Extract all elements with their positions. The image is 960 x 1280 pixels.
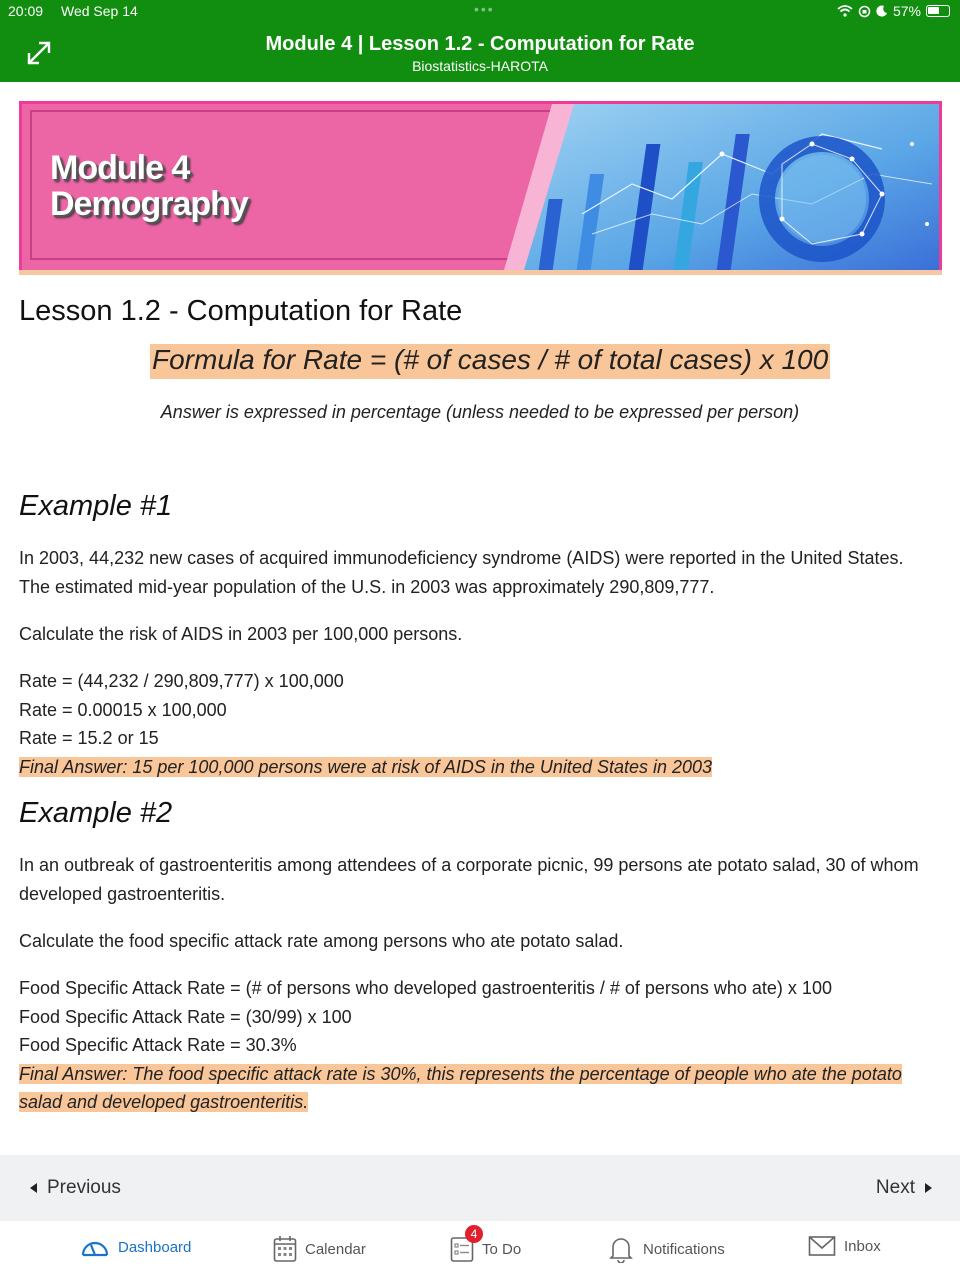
course-subtitle: Biostatistics-HAROTA (412, 58, 548, 74)
page-title: Module 4 | Lesson 1.2 - Computation for Rate (265, 33, 695, 55)
tab-inbox[interactable] (808, 1235, 881, 1257)
battery-percent: 57% (892, 3, 921, 19)
example-2-calc-line: Food Specific Attack Rate = (30/99) x 100 (19, 1006, 352, 1027)
example-2-final-answer: Final Answer: The food specific attack rate is 30%, this represents the percentage of people who ate the potato salad and developed gastroenteritis. (19, 1063, 902, 1112)
example-2-calc-line: Food Specific Attack Rate = (# of persons who developed gastroenteritis / # of persons who ate) x 100 (19, 978, 832, 998)
page-navigation-bar (0, 1155, 960, 1221)
example-1-question: Calculate the risk of AIDS in 2003 per 100,000 persons. (19, 624, 463, 644)
example-2-heading: Example #2 (19, 797, 173, 829)
battery-icon (926, 5, 950, 17)
status-bar (8, 3, 950, 21)
bell-icon (607, 1235, 635, 1263)
example-2-calc-line: Food Specific Attack Rate = 30.3% (19, 1035, 297, 1055)
tab-inbox-label: Inbox (844, 1237, 881, 1255)
example-2-calculation (19, 974, 939, 1117)
status-date: Wed Sep 14 (61, 3, 138, 19)
example-1-final-answer: Final Answer: 15 per 100,000 persons were at risk of AIDS in the United States in 2003 (19, 756, 713, 777)
banner-chart-illustration (482, 104, 942, 270)
previous-button[interactable] (30, 1177, 121, 1199)
next-label: Next (875, 1177, 915, 1198)
caret-right-icon (925, 1183, 932, 1193)
moon-icon (876, 5, 888, 17)
banner-underline (19, 270, 942, 275)
example-1-calc-line: Rate = 15.2 or 15 (19, 728, 159, 748)
banner-title-line1: Module 4 (50, 149, 190, 187)
previous-label: Previous (47, 1177, 121, 1198)
tab-todo-label: To Do (482, 1240, 522, 1258)
lesson-title: Lesson 1.2 - Computation for Rate (19, 295, 463, 327)
next-button[interactable] (876, 1177, 932, 1199)
tab-dashboard[interactable] (80, 1235, 191, 1259)
wifi-icon (837, 5, 853, 17)
lock-rotation-icon (858, 5, 871, 18)
example-1-calc-line: Rate = (44,232 / 290,809,777) x 100,000 (19, 671, 344, 691)
app-header (0, 0, 960, 82)
banner-title-line2: Demography (50, 185, 248, 223)
example-2-problem: In an outbreak of gastroenteritis among attendees of a corporate picnic, 99 persons ate potato salad, 30 of whom developed gastroenteritis. (19, 855, 919, 904)
bottom-tab-bar (0, 1221, 960, 1280)
todo-count-badge: 4 (465, 1225, 483, 1243)
module-banner (19, 101, 942, 273)
multitask-dots-icon[interactable]: ••• (474, 1, 495, 17)
example-1-calc-line: Rate = 0.00015 x 100,000 (19, 699, 227, 720)
banner-title (50, 150, 248, 222)
todo-icon-wrap (450, 1227, 478, 1263)
tab-notifications[interactable] (607, 1235, 725, 1263)
example-1-calculation (19, 667, 939, 781)
tab-todo[interactable] (450, 1227, 522, 1263)
example-2-question: Calculate the food specific attack rate among persons who ate potato salad. (19, 931, 624, 951)
rate-formula: Formula for Rate = (# of cases / # of total cases) x 100 (150, 344, 830, 379)
tab-dashboard-label: Dashboard (118, 1238, 192, 1256)
tab-notifications-label: Notifications (643, 1240, 725, 1258)
caret-left-icon (30, 1183, 37, 1193)
tab-calendar[interactable] (273, 1235, 366, 1263)
example-1-problem: In 2003, 44,232 new cases of acquired immunodeficiency syndrome (AIDS) were reported in the United States. The estimated mid-year population of the U.S. in 2003 was approximately 290,809,777. (19, 548, 904, 597)
example-1-heading: Example #1 (19, 490, 173, 522)
envelope-icon (808, 1235, 836, 1257)
formula-note: Answer is expressed in percentage (unless needed to be expressed per person) (160, 402, 800, 422)
calendar-icon (273, 1235, 297, 1263)
status-indicators (837, 3, 950, 19)
tab-calendar-label: Calendar (305, 1240, 366, 1258)
dashboard-icon (80, 1235, 110, 1259)
status-time: 20:09 (8, 3, 44, 19)
